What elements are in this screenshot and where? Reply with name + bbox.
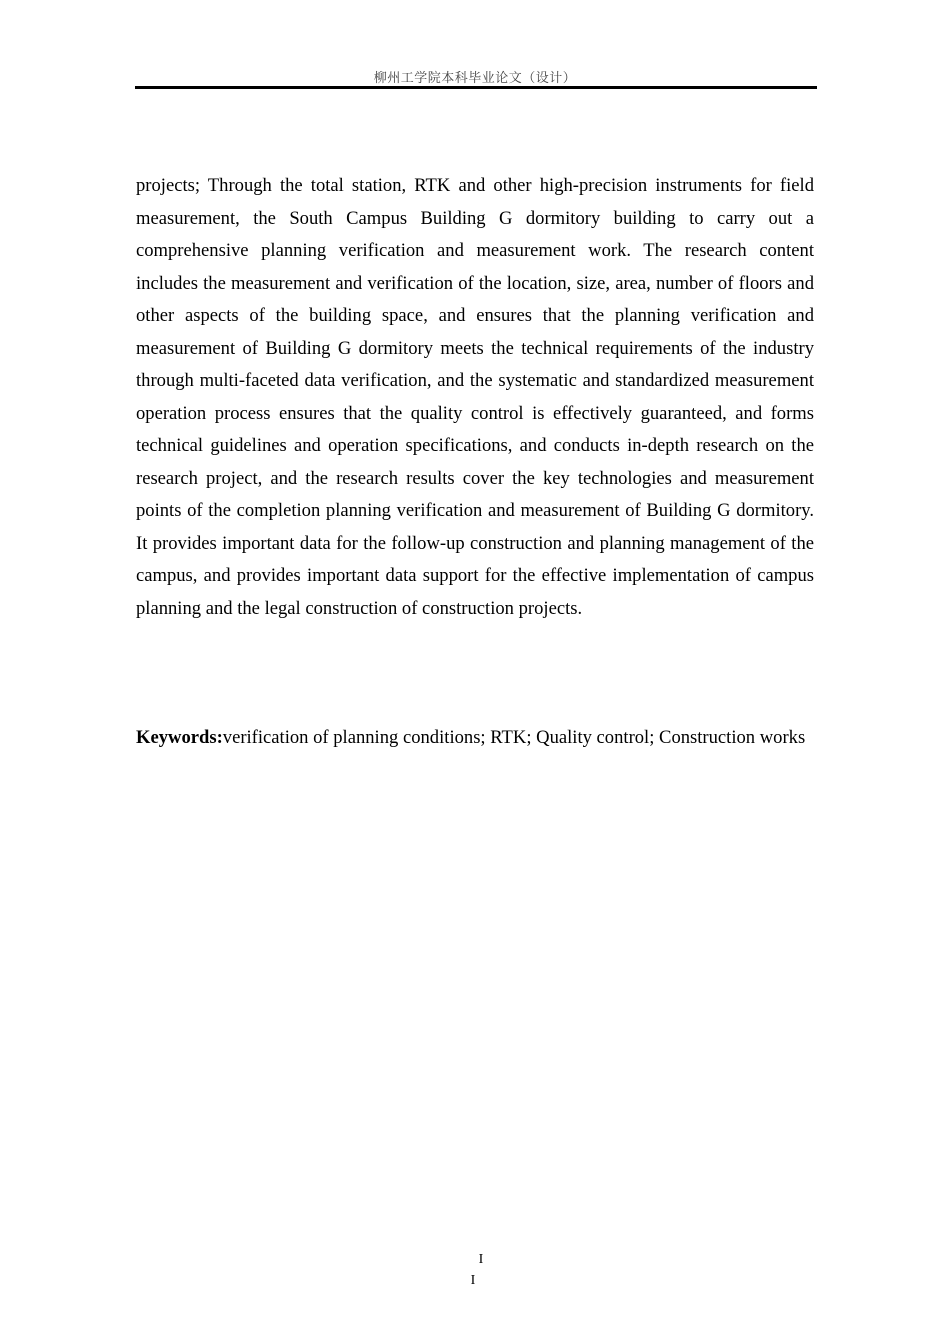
running-header: 柳州工学院本科毕业论文（设计） xyxy=(373,71,577,86)
keywords-text: verification of planning conditions; RTK; Quality control; Construction works xyxy=(222,727,806,748)
keywords-paragraph xyxy=(136,722,889,755)
abstract-body: projects; Through the total station, RTK and other high-precision instruments for field measurement, the South Campus Building G dormitory building to carry out a comprehensive planning verification and measurement work. The research content includes the measurement and verification of the location, size, area, number of floors and other aspects of the building space, and ensures that the planning verification and measurement of Building G dormitory meets the technical requirements of the industry through multi-faceted data verification, and the systematic and standardized measurement operation process ensures that the quality control is effectively guaranteed, and forms technical guidelines and operation specifications, and conducts in-depth research on the research project, and the research results cover the key technologies and measurement points of the completion planning verification and measurement of Building G dormitory. It provides important data for the follow-up construction and planning management of the campus, and provides important data support for the effective implementation of campus planning and the legal construction of construction projects. xyxy=(136,175,814,619)
keywords-label: Keywords: xyxy=(136,727,223,748)
page-number: I xyxy=(478,1252,484,1267)
page-number-secondary: I xyxy=(470,1273,476,1288)
header-rule-thick xyxy=(135,87,817,89)
